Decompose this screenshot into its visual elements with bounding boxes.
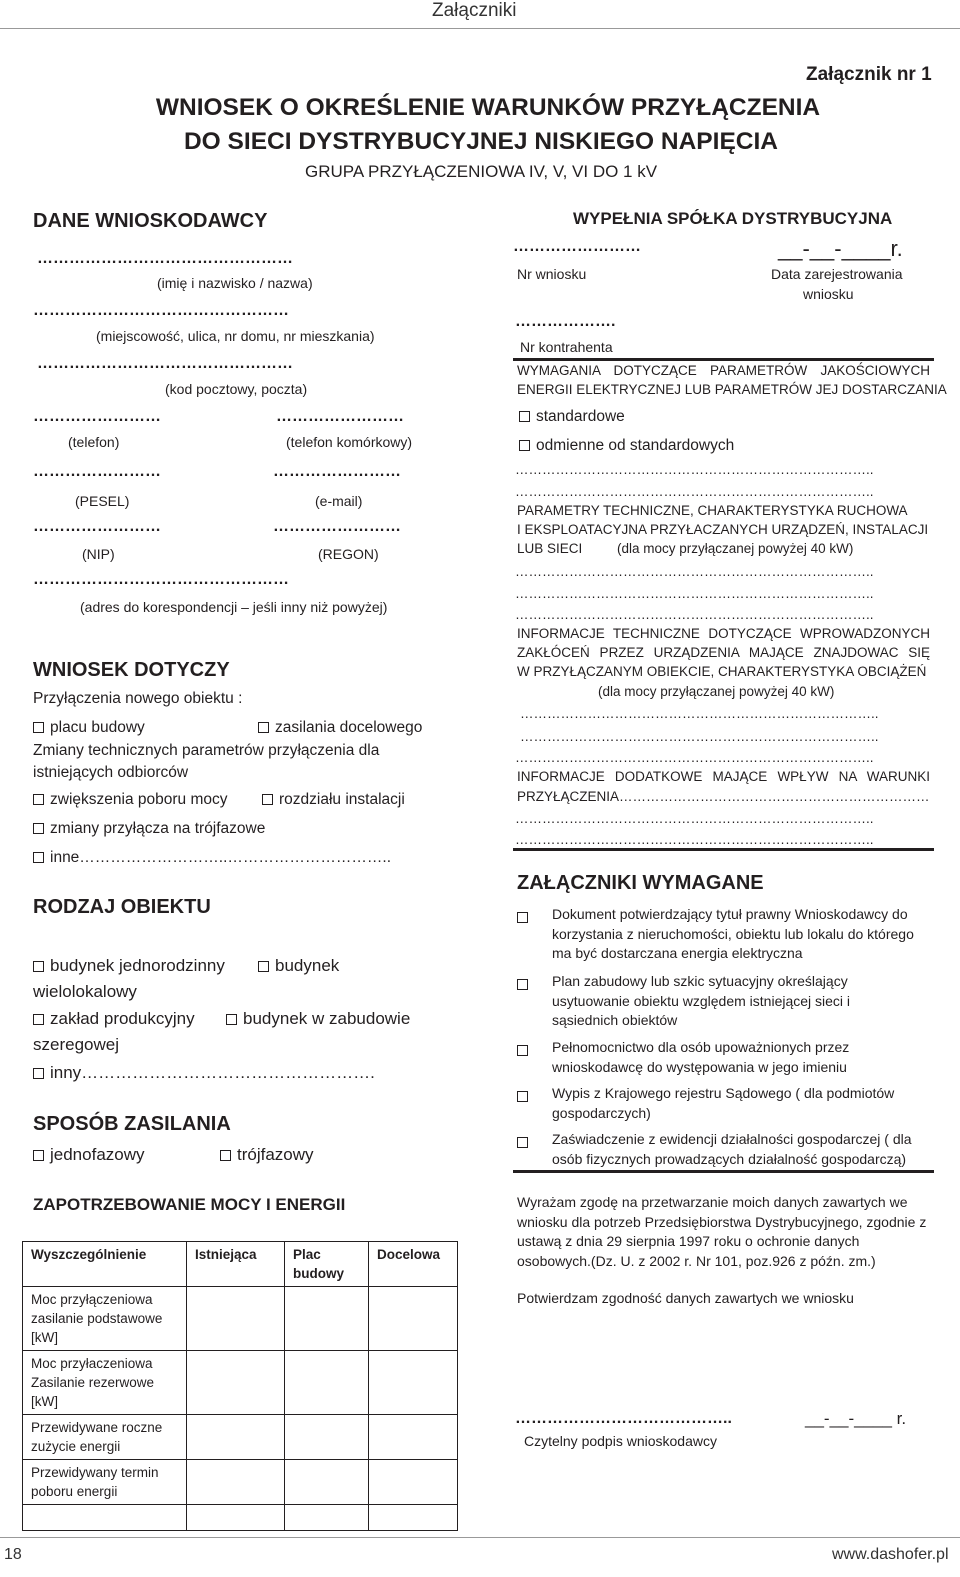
params-fill-line3[interactable]: ……………………………………………………………………..: [515, 607, 874, 622]
other-object-option[interactable]: [33, 1063, 375, 1083]
attachment-checkbox[interactable]: [517, 1137, 528, 1148]
threephase-checkbox[interactable]: [33, 823, 44, 834]
single-family-label: budynek jednorodzinny: [50, 956, 225, 975]
split-checkbox[interactable]: [262, 794, 273, 805]
plant-option[interactable]: [33, 1009, 195, 1029]
quality-heading-line2: ENERGII ELEKTRYCZNEJ LUB PARAMETRÓW JEJ DOSTARCZANIA: [517, 382, 947, 397]
attachment-item-text: Plan zabudowy lub szkic sytuacyjny określający usytuowanie obiektu względem istniejącej sieci i sąsiednich obiektów: [552, 973, 851, 1028]
cell-final[interactable]: [369, 1415, 458, 1460]
registration-date-field[interactable]: __-__-____r.: [778, 236, 903, 261]
cell-site[interactable]: [285, 1287, 369, 1351]
new-object-label: Przyłączenia nowego obiektu :: [33, 690, 243, 707]
single-phase-checkbox[interactable]: [33, 1150, 44, 1161]
row-house-checkbox[interactable]: [226, 1014, 237, 1025]
params-heading-line2: I EKSPLOATACYJNA PRZYŁACZANYCH URZĄDZEŃ, INSTALACJI: [517, 522, 929, 537]
interference-heading-line3: W PRZYŁĄCZANYM OBIEKCIE, CHARAKTERYSTYKA OBCIĄŻEŃ: [517, 664, 927, 679]
single-family-option[interactable]: [33, 956, 225, 976]
table-row: [23, 1415, 458, 1460]
cell-site[interactable]: [285, 1415, 369, 1460]
confirmation-text: Potwierdzam zgodność danych zawartych we wniosku: [517, 1290, 854, 1306]
cell-existing[interactable]: [187, 1287, 285, 1351]
demand-heading: ZAPOTRZEBOWANIE MOCY I ENERGII: [33, 1195, 346, 1214]
signature-label: Czytelny podpis wnioskodawcy: [524, 1433, 717, 1449]
interference-fill-line1[interactable]: ……………………………………………………………………..: [520, 706, 879, 721]
threephase-option[interactable]: [33, 820, 265, 838]
params-heading-line1: PARAMETRY TECHNICZNE, CHARAKTERYSTYKA RUCHOWA: [517, 503, 908, 518]
cell-existing[interactable]: [187, 1415, 285, 1460]
request-number-field[interactable]: ……………………: [513, 238, 641, 255]
cell-final[interactable]: [369, 1460, 458, 1505]
header-section-title: Załączniki: [432, 0, 517, 21]
extra-info-fill-line1[interactable]: ……………………………………………………………………..: [515, 811, 874, 826]
three-phase-option[interactable]: [220, 1145, 314, 1165]
col-header-final: Docelowa: [369, 1242, 458, 1287]
multi-family-label-cont: wielolokalowy: [33, 982, 137, 1001]
row-label-annual-energy: Przewidywane roczne zużycie energii: [23, 1415, 187, 1460]
changes-label-line2: istniejących odbiorców: [33, 764, 189, 781]
cell-empty[interactable]: [23, 1505, 187, 1531]
object-type-heading: RODZAJ OBIEKTU: [33, 896, 211, 918]
regon-field[interactable]: ……………………: [273, 518, 401, 535]
increase-option[interactable]: [33, 791, 227, 809]
header-rule: [0, 28, 960, 29]
registration-date-label-line1: Data zarejestrowania: [771, 266, 903, 282]
interference-heading-line1: INFORMACJE TECHNICZNE DOTYCZĄCE WPROWADZONYCH: [517, 626, 930, 641]
attachment-checkbox[interactable]: [517, 912, 528, 923]
attachment-item[interactable]: [517, 976, 534, 994]
mobile-field[interactable]: ……………………: [276, 408, 404, 425]
demand-table-header: [23, 1242, 458, 1287]
attachment-item[interactable]: [517, 1088, 534, 1106]
params-fill-line2[interactable]: ……………………………………………………………………..: [515, 586, 874, 601]
postal-field[interactable]: …………………………………………: [37, 355, 293, 372]
attachment-checkbox[interactable]: [517, 979, 528, 990]
params-heading-line3: LUB SIECI: [517, 541, 583, 556]
extra-info-heading-line1: INFORMACJE DODATKOWE MAJĄCE WPŁYW NA WARUNKI: [517, 769, 930, 784]
row-label-primary-power: Moc przyłączeniowa zasilanie podstawowe [kW]: [23, 1287, 187, 1351]
plant-label: zakład produkcyjny: [50, 1009, 195, 1028]
cell-site[interactable]: [285, 1351, 369, 1415]
row-label-start-date: Przewidywany termin poboru energii: [23, 1460, 187, 1505]
pesel-label: (PESEL): [75, 493, 130, 509]
site-option[interactable]: [33, 719, 145, 737]
increase-checkbox[interactable]: [33, 794, 44, 805]
email-field[interactable]: ……………………: [273, 463, 401, 480]
phone-field[interactable]: ……………………: [33, 408, 161, 425]
nip-field[interactable]: ……………………: [33, 518, 161, 535]
nip-label: (NIP): [82, 546, 115, 562]
attachment-item-text: Pełnomocnictwo dla osób upoważnionych przez wnioskodawcę do występowania w jego imieniu: [552, 1039, 850, 1075]
form-title-line1: WNIOSEK O OKREŚLENIE WARUNKÓW PRZYŁĄCZENIA: [155, 94, 821, 121]
single-family-checkbox[interactable]: [33, 961, 44, 972]
col-header-existing: Istniejąca: [187, 1242, 285, 1287]
attachment-item[interactable]: [517, 1134, 534, 1152]
applicant-heading: DANE WNIOSKODAWCY: [33, 210, 268, 232]
final-supply-option[interactable]: [258, 719, 422, 737]
single-phase-label: jednofazowy: [50, 1145, 145, 1164]
interference-fill-line3[interactable]: ……………………………………………………………………..: [515, 750, 874, 765]
row-label-backup-power: Moc przyłaczeniowa Zasilanie rezerwowe [kW]: [23, 1351, 187, 1415]
cell-site[interactable]: [285, 1460, 369, 1505]
attachments-heading: ZAŁĄCZNIKI WYMAGANE: [517, 872, 764, 894]
row-house-option[interactable]: [226, 1009, 410, 1029]
row-house-label-cont: szeregowej: [33, 1035, 119, 1054]
pesel-field[interactable]: ……………………: [33, 463, 161, 480]
address-field[interactable]: …………………………………………: [33, 302, 289, 319]
website-link[interactable]: www.dashofer.pl: [832, 1546, 949, 1563]
annex-label: Załącznik nr 1: [806, 64, 932, 85]
mobile-label: (telefon komórkowy): [286, 434, 413, 450]
changes-label-line1: Zmiany technicznych parametrów przyłączenia dla: [33, 742, 380, 759]
signature-field[interactable]: …………………………………..: [515, 1410, 732, 1427]
phone-label: (telefon): [68, 434, 120, 450]
attachment-item[interactable]: [517, 909, 534, 927]
demand-table: [22, 1241, 458, 1531]
multi-family-option[interactable]: [258, 956, 339, 976]
name-label: (imię i nazwisko / nazwa): [157, 275, 313, 291]
table-row: [23, 1287, 458, 1351]
extra-info-heading-line2[interactable]: PRZYŁĄCZENIA……………………………………………………………: [517, 789, 930, 804]
three-phase-checkbox[interactable]: [220, 1150, 231, 1161]
footer-rule: [0, 1537, 960, 1538]
form-subtitle: GRUPA PRZYŁĄCZENIOWA IV, V, VI DO 1 kV: [305, 162, 658, 181]
other-object-checkbox[interactable]: [33, 1068, 44, 1079]
other-request-option[interactable]: [33, 849, 391, 867]
other-request-checkbox[interactable]: [33, 852, 44, 863]
nonstandard-option[interactable]: [519, 437, 734, 455]
col-header-item: Wyszczególnienie: [23, 1242, 187, 1287]
attachment-item-text: Wypis z Krajowego rejestru Sądowego ( dla podmiotów gospodarczych): [552, 1085, 895, 1121]
registration-date-label-line2: wniosku: [803, 286, 854, 302]
standard-checkbox[interactable]: [519, 411, 530, 422]
other-request-label: inne………………………..…………………………..: [50, 849, 392, 866]
name-field[interactable]: …………………………………………: [37, 250, 293, 267]
site-checkbox[interactable]: [33, 722, 44, 733]
interference-fill-line2[interactable]: ……………………………………………………………………..: [520, 729, 879, 744]
regon-label: (REGON): [318, 546, 379, 562]
threephase-label: zmiany przyłącza na trójfazowe: [50, 820, 266, 837]
quality-fill-line2[interactable]: ……………………………………………………………………..: [515, 484, 874, 499]
split-option[interactable]: [262, 791, 405, 809]
extra-info-fill-line2[interactable]: ……………………………………………………………………..: [515, 832, 874, 847]
attachments-bottom-rule: [513, 1170, 934, 1173]
cell-empty[interactable]: [369, 1505, 458, 1531]
cell-existing[interactable]: [187, 1351, 285, 1415]
quality-top-rule: [513, 358, 934, 361]
consent-text: Wyrażam zgodę na przetwarzanie moich danych zawartych we wniosku dla potrzeb Przedsiębiorstwa Dystrybucyjnego, zgodnie z ustawą z dnia 29 sierpnia 1997 roku o ochronie danych osobowych.(Dz. U. z 2002 r. Nr 101, poz.926 z późn. zm.): [517, 1194, 927, 1269]
request-number-label: Nr wniosku: [517, 266, 587, 282]
multi-family-checkbox[interactable]: [258, 961, 269, 972]
single-phase-option[interactable]: [33, 1145, 145, 1165]
final-supply-checkbox[interactable]: [258, 722, 269, 733]
company-heading: WYPEŁNIA SPÓŁKA DYSTRYBUCYJNA: [573, 209, 893, 228]
attachment-item[interactable]: [517, 1042, 534, 1060]
split-label: rozdziału instalacji: [279, 791, 405, 808]
site-option-label: placu budowy: [50, 719, 145, 736]
company-bottom-rule: [513, 848, 934, 851]
form-title-line2: DO SIECI DYSTRYBUCYJNEJ NISKIEGO NAPIĘCIA: [183, 128, 778, 155]
params-fill-line1[interactable]: ……………………………………………………………………..: [515, 564, 874, 579]
row-house-label: budynek w zabudowie: [243, 1009, 411, 1028]
cell-empty[interactable]: [285, 1505, 369, 1531]
other-object-label: inny…………………………………………….: [50, 1063, 375, 1082]
table-row-empty: [23, 1505, 458, 1531]
contractor-number-label: Nr kontrahenta: [520, 339, 613, 355]
cell-final[interactable]: [369, 1351, 458, 1415]
three-phase-label: trójfazowy: [237, 1145, 314, 1164]
request-heading: WNIOSEK DOTYCZY: [33, 659, 230, 681]
interference-power-note: (dla mocy przyłączanej powyżej 40 kW): [598, 684, 835, 699]
attachment-item-text: Zaświadczenie z ewidencji działalności gospodarczej ( dla osób fizycznych prowadzących działalność gospodarczą): [552, 1131, 912, 1167]
attachment-item-text: Dokument potwierdzający tytuł prawny Wnioskodawcy do korzystania z nieruchomości, obiektu lub lokalu do którego ma być dostarczana energia elektryczna: [552, 906, 914, 961]
nonstandard-checkbox[interactable]: [519, 440, 530, 451]
cell-final[interactable]: [369, 1287, 458, 1351]
email-label: (e-mail): [315, 493, 363, 509]
interference-heading-line2: ZAKŁÓCEŃ PRZEZ URZĄDZENIA MAJĄCE ZNAJDOWAC SIĘ: [517, 645, 930, 660]
cell-empty[interactable]: [187, 1505, 285, 1531]
contractor-number-field[interactable]: ……………….: [515, 313, 616, 330]
quality-fill-line1[interactable]: ……………………………………………………………………..: [515, 462, 874, 477]
attachment-checkbox[interactable]: [517, 1091, 528, 1102]
table-row: [23, 1460, 458, 1505]
attachment-checkbox[interactable]: [517, 1045, 528, 1056]
cell-existing[interactable]: [187, 1460, 285, 1505]
standard-label: standardowe: [536, 408, 625, 425]
page-number: 18: [4, 1546, 22, 1563]
address-label: (miejscowość, ulica, nr domu, nr mieszkania): [96, 328, 375, 344]
plant-checkbox[interactable]: [33, 1014, 44, 1025]
supply-heading: SPOSÓB ZASILANIA: [33, 1113, 231, 1135]
increase-label: zwiększenia poboru mocy: [50, 791, 228, 808]
multi-family-label: budynek: [275, 956, 340, 975]
signature-date-field[interactable]: __-__-____ r.: [805, 1409, 907, 1428]
standard-option[interactable]: [519, 408, 625, 426]
final-supply-label: zasilania docelowego: [275, 719, 423, 736]
table-row: [23, 1351, 458, 1415]
nonstandard-label: odmienne od standardowych: [536, 437, 735, 454]
col-header-site: Plac budowy: [285, 1242, 369, 1287]
correspondence-field[interactable]: …………………………………………: [33, 571, 289, 588]
quality-heading-line1: WYMAGANIA DOTYCZĄCE PARAMETRÓW JAKOŚCIOWYCH: [517, 363, 930, 378]
postal-label: (kod pocztowy, poczta): [165, 381, 308, 397]
params-power-note: (dla mocy przyłączanej powyżej 40 kW): [617, 541, 854, 556]
correspondence-label: (adres do korespondencji – jeśli inny niż powyżej): [80, 599, 388, 615]
